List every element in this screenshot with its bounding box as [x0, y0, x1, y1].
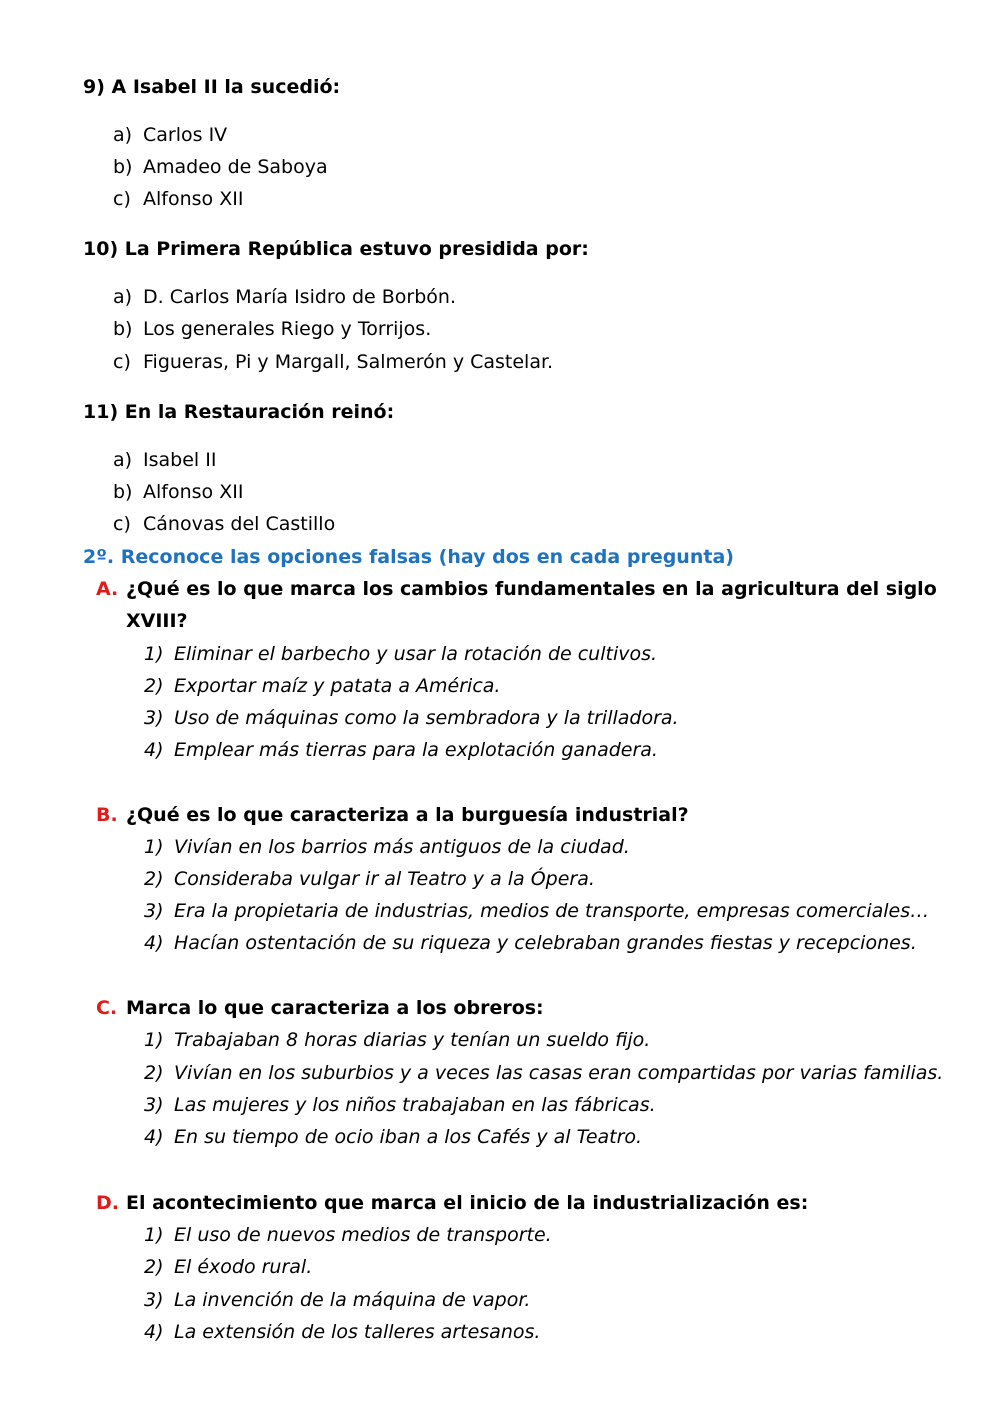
question-11: 11) En la Restauración reinó:: [83, 401, 395, 423]
option-text: Uso de máquinas como la sembradora y la trilladora.: [174, 707, 679, 729]
question-a: [96, 580, 937, 599]
option-label: 3): [144, 900, 164, 922]
question-letter: A.: [96, 578, 119, 600]
option-text: Consideraba vulgar ir al Teatro y a la Ópera.: [174, 868, 595, 890]
option-label: 4): [144, 1126, 164, 1148]
question-10-option-a: [113, 288, 456, 307]
question-9-option-b: [113, 158, 328, 177]
option-text: D. Carlos María Isidro de Borbón.: [143, 286, 457, 308]
question-a-option-2: [144, 677, 500, 696]
option-label: c): [113, 351, 131, 373]
question-a-option-4: [144, 741, 658, 760]
option-label: 1): [144, 643, 164, 665]
question-text: Marca lo que caracteriza a los obreros:: [126, 997, 544, 1019]
option-label: a): [113, 286, 133, 308]
option-text: Los generales Riego y Torrijos.: [143, 318, 432, 340]
question-11-option-c: [113, 515, 335, 534]
option-text: Alfonso XII: [143, 481, 244, 503]
question-c-option-2: [144, 1064, 943, 1083]
option-label: 3): [144, 1289, 164, 1311]
section-title: 2º. Reconoce las opciones falsas (hay dos en cada pregunta): [83, 546, 734, 568]
question-c-option-3: [144, 1096, 656, 1115]
question-9: 9) A Isabel II la sucedió:: [83, 76, 341, 98]
question-text: ¿Qué es lo que marca los cambios fundamentales en la agricultura del siglo: [126, 578, 937, 600]
question-d-option-1: [144, 1226, 552, 1245]
option-label: 2): [144, 868, 164, 890]
question-a-option-3: [144, 709, 679, 728]
option-text: El éxodo rural.: [174, 1256, 313, 1278]
question-text: El acontecimiento que marca el inicio de la industrialización es:: [126, 1192, 809, 1214]
option-label: b): [113, 318, 133, 340]
question-11-option-b: [113, 483, 243, 502]
option-text: Las mujeres y los niños trabajaban en las fábricas.: [174, 1094, 656, 1116]
option-text: Vivían en los barrios más antiguos de la ciudad.: [174, 836, 630, 858]
question-letter: B.: [96, 804, 118, 826]
option-label: 3): [144, 1094, 164, 1116]
option-label: 1): [144, 1029, 164, 1051]
option-label: c): [113, 188, 131, 210]
question-a-option-1: [144, 645, 657, 664]
question-11-option-a: [113, 451, 216, 470]
question-9-option-c: [113, 190, 243, 209]
question-d-option-3: [144, 1291, 530, 1310]
question-10-option-b: [113, 320, 431, 339]
question-text: ¿Qué es lo que caracteriza a la burguesía industrial?: [126, 804, 689, 826]
option-text: Vivían en los suburbios y a veces las casas eran compartidas por varias familias.: [174, 1062, 944, 1084]
option-label: 2): [144, 1062, 164, 1084]
question-10-option-c: [113, 353, 553, 372]
option-text: Isabel II: [143, 449, 217, 471]
option-label: 3): [144, 707, 164, 729]
option-text: Exportar maíz y patata a América.: [174, 675, 501, 697]
option-label: a): [113, 124, 133, 146]
question-d-option-2: [144, 1258, 312, 1277]
question-letter: D.: [96, 1192, 119, 1214]
question-d-option-4: [144, 1323, 540, 1342]
option-label: c): [113, 513, 131, 535]
question-c: [96, 999, 544, 1018]
option-label: 1): [144, 1224, 164, 1246]
option-label: 2): [144, 1256, 164, 1278]
option-text: La invención de la máquina de vapor.: [174, 1289, 531, 1311]
question-b: [96, 806, 689, 825]
option-label: 4): [144, 1321, 164, 1343]
option-text: Cánovas del Castillo: [143, 513, 336, 535]
option-label: 2): [144, 675, 164, 697]
question-b-option-2: [144, 870, 595, 889]
question-d: [96, 1194, 808, 1213]
question-c-option-4: [144, 1128, 642, 1147]
question-a-continued: XVIII?: [126, 610, 188, 632]
question-b-option-1: [144, 838, 630, 857]
option-text: Carlos IV: [143, 124, 228, 146]
option-label: 1): [144, 836, 164, 858]
option-text: Emplear más tierras para la explotación ganadera.: [174, 739, 658, 761]
option-label: 4): [144, 739, 164, 761]
question-b-option-4: [144, 934, 917, 953]
question-c-option-1: [144, 1031, 650, 1050]
option-text: El uso de nuevos medios de transporte.: [174, 1224, 552, 1246]
option-text: Eliminar el barbecho y usar la rotación de cultivos.: [174, 643, 658, 665]
question-9-option-a: [113, 126, 227, 145]
option-text: Trabajaban 8 horas diarias y tenían un sueldo fijo.: [174, 1029, 651, 1051]
option-text: Amadeo de Saboya: [143, 156, 328, 178]
option-text: Hacían ostentación de su riqueza y celebraban grandes fiestas y recepciones.: [174, 932, 917, 954]
option-label: 4): [144, 932, 164, 954]
option-label: b): [113, 481, 133, 503]
option-label: b): [113, 156, 133, 178]
option-text: Alfonso XII: [143, 188, 244, 210]
question-10: 10) La Primera República estuvo presidida por:: [83, 238, 589, 260]
option-text: Era la propietaria de industrias, medios de transporte, empresas comerciales…: [174, 900, 930, 922]
option-text: En su tiempo de ocio iban a los Cafés y al Teatro.: [174, 1126, 643, 1148]
option-label: a): [113, 449, 133, 471]
question-letter: C.: [96, 997, 118, 1019]
option-text: Figueras, Pi y Margall, Salmerón y Castelar.: [143, 351, 554, 373]
question-b-option-3: [144, 902, 929, 921]
option-text: La extensión de los talleres artesanos.: [174, 1321, 541, 1343]
